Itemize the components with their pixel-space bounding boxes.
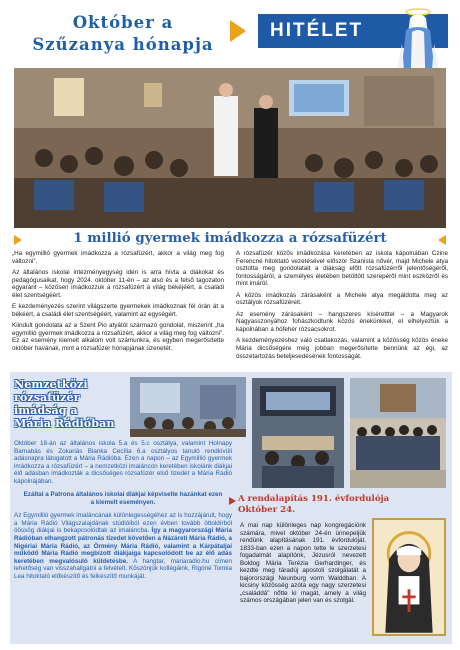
article-paragraph: A rózsafüzér közös imádkozása keretében az iskola kápolnában Czine Ferencné hitoktató vezetésével először Szanista nővér, majd Michele atya osztotta meg gondolatait a diákság előtt rózsafüzérről jelentőségéről, fontosságáról, a személyes életében betöltött szerepéről mint eszközről és mint imáról. xyxy=(236,250,448,288)
radio-paragraph-2 xyxy=(14,512,232,580)
radio-paragraph: Október 18-án az általános iskola 5.a és 5.c osztálya, valamint Holnapy Barnabás és Zokariás Blanka Cecília 6.a osztályos tanuló rendkívüli adásnapra látogatott a Mária Rádióba. Ezen a napon – az Egymillió gyermek imádkozza a rózsafüzért – a nemzetközi imaláncon keretében iskolánk diákjai élő adásban imádkozták a dicsőséges rózsafüzér első tizedét a Mária Rádió kápolnájában. xyxy=(14,440,232,485)
article-paragraph: Az esemény zárásaként – hangszeres kíséretttel – a Magyarok Nagyasszonyához fohászkodtunk közös énekünkkel, el elhelyeztük a kápolnában a hófehér rózsacsokrot. xyxy=(236,310,448,333)
radio-highlight: Ezáltal a Patrona általános iskolai diákjai képviselte hazánkat ezen a kiemelt eseményen. xyxy=(23,491,223,506)
radio-text: A hangtar, mariaradio.hu címen lehetőség van visszahallgatni a felvételt. Köszönjük kollégáink, Rigóné Tomka Lea hitoktató előkészítő és felkészítő munkáját. xyxy=(14,557,232,580)
radio-studio-photo xyxy=(252,378,344,488)
anniversary-title-line-2: Október 24. xyxy=(238,504,296,515)
arrow-left-icon xyxy=(438,235,446,245)
article-paragraph: „Ha egymillió gyermek imádkozza a rózsafüzért, akkor a világ meg fog változni”. xyxy=(12,250,224,265)
section-banner: HITÉLET xyxy=(258,14,448,48)
radio-text-bold: Így a magyarországi Mária Rádióban elhangzott pátronás tizedet követően a Názáreti Mária Rádió, a Nigériai Mária Rádió, az Örmény Mária Rádió, valamint a Kárpátaljai működő Mária Rádió megbízott diákjaiga kapcsolódott be az élő adás keretében megvalósuló küldetésbe. xyxy=(14,527,233,565)
radio-title-line: Mária Rádióban xyxy=(14,416,115,430)
article-title: 1 millió gyermek imádkozza a rózsafüzért xyxy=(73,230,387,246)
page-title-line-1: Október a xyxy=(72,13,174,32)
article-paragraph: A közös imádkozás zárásaként a Michele atya megáldotta meg az osztályok rózsafüzéreit. xyxy=(236,291,448,307)
anniversary-text: A mai nap különleges nap kongregációnk számára, mivel október 24-én ünnepeljük rendünk alapításának 191. évfordulóját. 1833-ban ezen a napon tette le szerzetesi fogadalmát alapítónk, Jézusról nevezett Boldog Mária Terézia Gerhardinger, és kezdte meg táradúj apostoli szolgálatát a bajorországi Neunburg vorm Walddban. A kicsiny közösség azóta egy nagy szerzetesi „családdá” nőtte ki magát, amely a világ számos országában jelen van és szolgál. xyxy=(240,522,366,605)
article-paragraph: Az általános iskolai intézményegység idén is arra hívta a diákokat és pedagógusaikat, hogy 2024. október 11-én – az alsó és a felső tagozaton egyaránt – közösen imádkozzuk a rózsafüzért a világ békéjéért, a családi élet szentségéért. xyxy=(12,269,224,299)
arrow-right-icon xyxy=(229,497,236,505)
page-title xyxy=(18,12,228,56)
article-paragraph: Kiindult gondolata az a Szent Pio atyától származó gondolat, miszerint „ha egymillió gyermek imádkozza a rózsafüzért, akkor a világ meg fog változni”. Ez az esemény kiemelt alkalom volt számunkra, és egyben megerősítette október havának, mint a rózsafüzér hónapjának üzenetét. xyxy=(12,322,224,353)
blessed-maria-terezia-portrait xyxy=(372,518,446,636)
article-right-column xyxy=(236,250,448,364)
radio-left-column xyxy=(14,440,232,584)
radio-title-line: Nemzetközi xyxy=(14,377,88,391)
arrow-right-icon xyxy=(230,20,246,42)
radio-text: Az Egymillió gyermek imaláncának különlegességéhez az is hozzájárult, hogy a Mária Rádió Világszalajdának stúdióiból ezen évben tovább öttoldírból öössög diákjai is bekapcsolódtak az imaláncba. xyxy=(14,512,232,535)
anniversary-title xyxy=(238,494,448,515)
radio-section-title xyxy=(14,378,126,430)
radio-group-photo xyxy=(350,378,446,488)
radio-title-line: rózsafüzér xyxy=(14,390,80,404)
page-title-line-2: Szűzanya hónapja xyxy=(32,35,214,54)
radio-title-line: imádság a xyxy=(14,403,78,417)
radio-chapel-photo xyxy=(130,377,246,437)
anniversary-title-line-1: A rendalapítás 191. évfordulója xyxy=(238,494,390,504)
article-paragraph: E kezdeményezés szerint világszerte gyermekek imádkoznak fél órán át a békéért, a családi élet szentségéért, valamint az egységért. xyxy=(12,303,224,318)
article-left-column xyxy=(12,250,224,357)
chapel-prayer-photo xyxy=(14,68,446,228)
article-paragraph: A kezdeményezéshez való csatlakozás, valamint a közösség közös éneke Mária dicsőségére még jobban megerősítette bennünk az égi, az összetartozás beteljesedésének fontosságát. xyxy=(236,337,448,360)
